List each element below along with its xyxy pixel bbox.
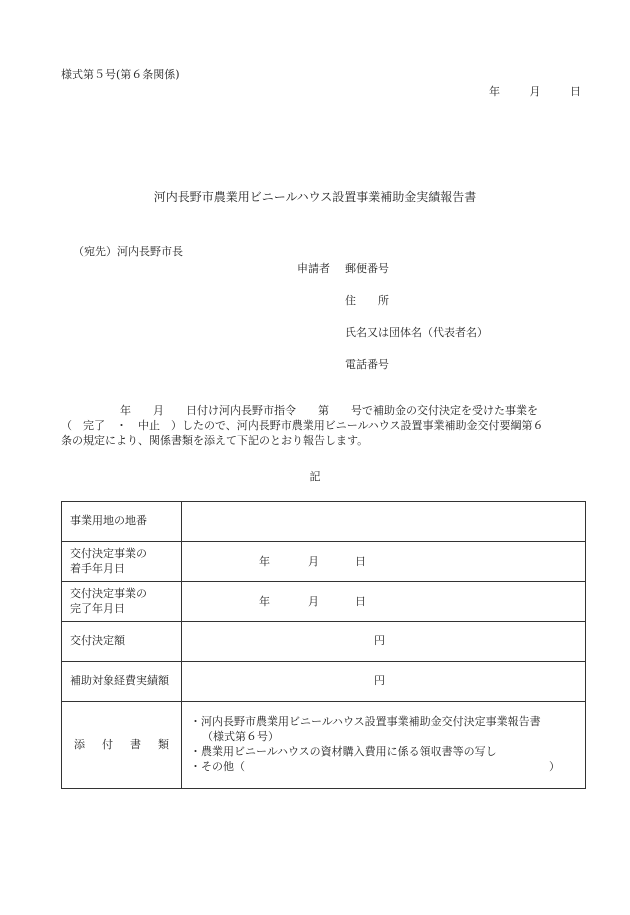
- attachment-item-1-sub: （様式第６号）: [202, 730, 279, 744]
- land-lot-label: 事業用地の地番: [62, 502, 182, 542]
- actual-expense-value: 円: [182, 662, 586, 702]
- completion-day: 日: [355, 595, 366, 608]
- body-line-1: 年 月 日付け河内長野市指令 第 号で補助金の交付決定を受けた事業を: [120, 404, 538, 417]
- table-row: [62, 702, 586, 789]
- start-date-label: [62, 542, 182, 582]
- date-month: 月: [529, 85, 541, 98]
- start-year: 年: [259, 555, 270, 568]
- body-line-3: 条の規定により、関係書類を添えて下記のとおり報告します。: [61, 433, 369, 447]
- address-field: 住 所: [345, 294, 389, 307]
- table-row: [62, 622, 586, 662]
- table-row: [62, 542, 586, 582]
- completion-year: 年: [259, 595, 270, 608]
- body-line-2: （ 完了 ・ 中止 ）したので、河内長野市農業用ビニールハウス設置事業補助金交付要綱第６: [61, 418, 544, 432]
- attachment-item-3: [190, 760, 560, 775]
- start-day: 日: [355, 555, 366, 568]
- grant-amount-label: 交付決定額: [62, 622, 182, 662]
- ki-heading: 記: [309, 470, 321, 483]
- attachment-other-close: ）: [549, 759, 560, 773]
- grant-amount-value: 円: [182, 622, 586, 662]
- completion-date-label: [62, 582, 182, 622]
- start-date-value: [182, 542, 586, 582]
- report-table: [61, 501, 586, 789]
- completion-date-label-line2: 完了年月日: [70, 601, 125, 615]
- submission-date: [489, 85, 581, 100]
- completion-date-label-line1: 交付決定事業の: [70, 586, 147, 600]
- completion-month: 月: [308, 595, 319, 608]
- date-year: 年: [489, 85, 500, 98]
- attachment-other: ・その他（: [190, 759, 245, 773]
- attachments-label-char: 付: [102, 737, 113, 751]
- attachments-label-char: 類: [158, 737, 169, 751]
- attachment-item-2: ・農業用ビニールハウスの資材購入費用に係る領収書等の写し: [190, 745, 497, 758]
- report-body: [61, 404, 586, 449]
- completion-date-value: [182, 582, 586, 622]
- postal-code-field: 郵便番号: [345, 262, 389, 275]
- addressee: （宛先）河内長野市長: [73, 245, 183, 258]
- attachments-list: [182, 702, 586, 789]
- table-row: [62, 662, 586, 702]
- land-lot-value: [182, 502, 586, 542]
- date-day: 日: [570, 85, 581, 98]
- attachments-label-char: 添: [74, 737, 85, 751]
- table-row: [62, 502, 586, 542]
- phone-field: 電話番号: [345, 358, 389, 371]
- attachment-item-1: ・河内長野市農業用ビニールハウス設置事業補助金交付決定事業報告書: [190, 715, 541, 729]
- attachments-label-char: 書: [130, 737, 141, 751]
- start-date-label-line2: 着手年月日: [70, 561, 125, 575]
- document-title: 河内長野市農業用ビニールハウス設置事業補助金実績報告書: [153, 190, 477, 204]
- attachments-label: [62, 702, 182, 789]
- form-number: 様式第５号(第６条関係): [61, 68, 180, 81]
- start-month: 月: [308, 555, 319, 568]
- name-field: 氏名又は団体名（代表者名）: [345, 326, 488, 339]
- actual-expense-label: 補助対象経費実績額: [62, 662, 182, 702]
- start-date-label-line1: 交付決定事業の: [70, 546, 147, 560]
- table-row: [62, 582, 586, 622]
- applicant-label: 申請者: [297, 262, 330, 275]
